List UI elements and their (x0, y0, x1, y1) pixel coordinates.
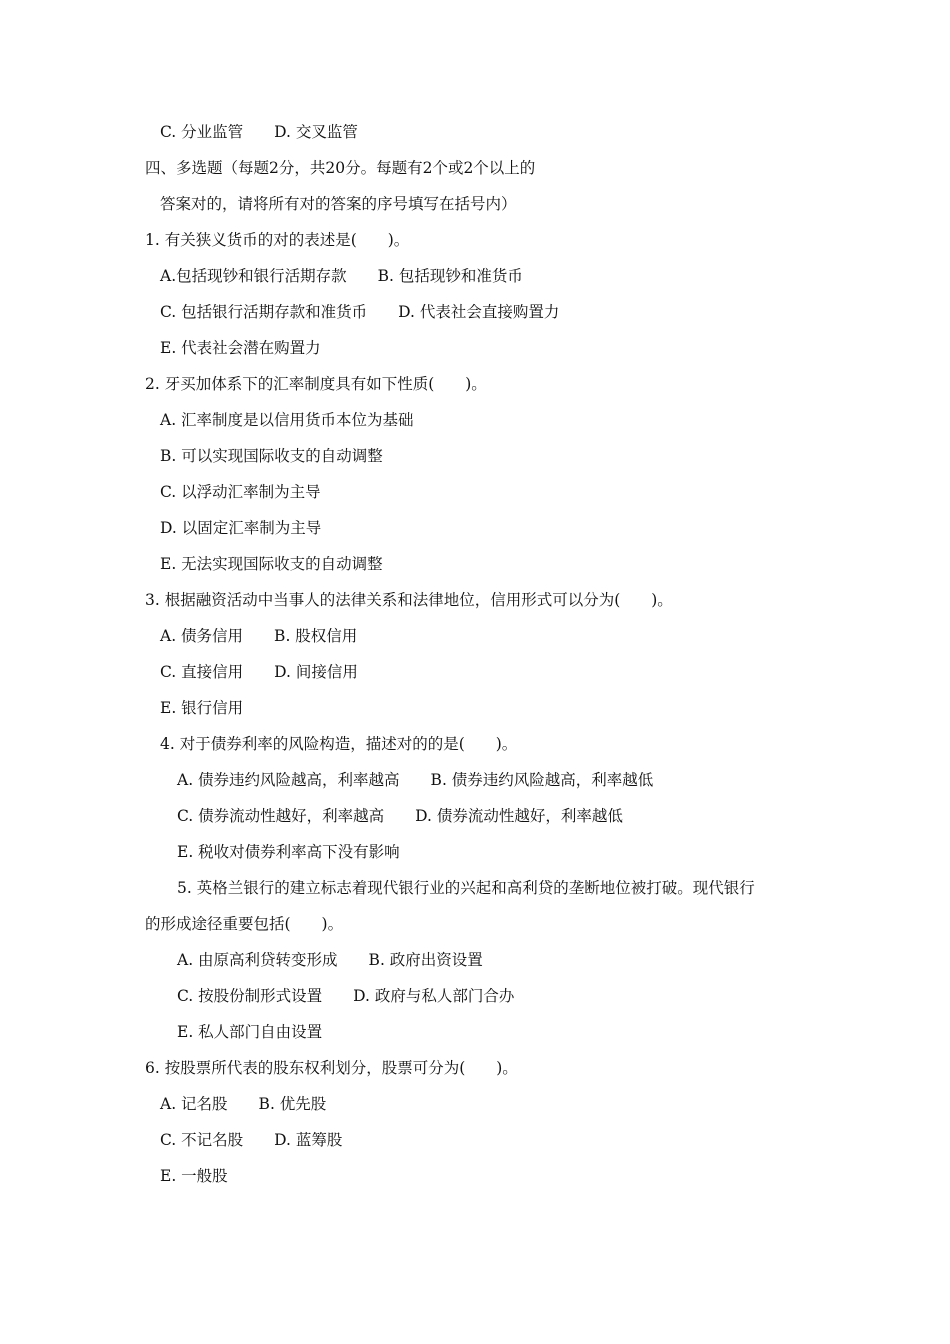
question-6: 6. 按股票所代表的股东权利划分，股票可分为( )。 (145, 1059, 518, 1077)
option-line: E. 银行信用 (160, 699, 244, 717)
option-line: A. 汇率制度是以信用货币本位为基础 (160, 411, 414, 429)
section-heading-cont: 答案对的，请将所有对的答案的序号填写在括号内） (160, 195, 517, 213)
question-5-cont: 的形成途径重要包括( )。 (145, 915, 344, 933)
question-5: 5. 英格兰银行的建立标志着现代银行业的兴起和高利贷的垄断地位被打破。现代银行 (177, 879, 755, 897)
option-line: A. 记名股 B. 优先股 (160, 1095, 327, 1113)
option-line: A. 由原高利贷转变形成 B. 政府出资设置 (177, 951, 483, 969)
option-line: C. 按股份制形式设置 D. 政府与私人部门合办 (177, 987, 515, 1005)
option-line: A. 债券违约风险越高，利率越高 B. 债券违约风险越高，利率越低 (177, 771, 654, 789)
section-heading: 四、多选题（每题2分，共20分。每题有2个或2个以上的 (145, 159, 536, 177)
option-line: D. 以固定汇率制为主导 (160, 519, 322, 537)
option-line: E. 税收对债券利率高下没有影响 (177, 843, 400, 861)
option-line: B. 可以实现国际收支的自动调整 (160, 447, 383, 465)
question-3: 3. 根据融资活动中当事人的法律关系和法律地位，信用形式可以分为( )。 (145, 591, 673, 609)
option-line: C. 包括银行活期存款和准货币 D. 代表社会直接购置力 (160, 303, 560, 321)
question-2: 2. 牙买加体系下的汇率制度具有如下性质( )。 (145, 375, 487, 393)
option-line: C. 直接信用 D. 间接信用 (160, 663, 358, 681)
option-line: E. 无法实现国际收支的自动调整 (160, 555, 383, 573)
option-line: A.包括现钞和银行活期存款 B. 包括现钞和准货币 (160, 267, 523, 285)
option-line: E. 代表社会潜在购置力 (160, 339, 321, 357)
option-line: E. 一般股 (160, 1167, 228, 1185)
option-line: C. 债券流动性越好，利率越高 D. 债券流动性越好，利率越低 (177, 807, 623, 825)
question-1: 1. 有关狭义货币的对的表述是( )。 (145, 231, 410, 249)
option-line: C. 不记名股 D. 蓝筹股 (160, 1131, 343, 1149)
option-line: A. 债务信用 B. 股权信用 (160, 627, 358, 645)
option-line: C. 以浮动汇率制为主导 (160, 483, 321, 501)
option-line: E. 私人部门自由设置 (177, 1023, 323, 1041)
question-4: 4. 对于债券利率的风险构造，描述对的的是( )。 (160, 735, 518, 753)
option-line: C. 分业监管 D. 交叉监管 (160, 123, 358, 141)
